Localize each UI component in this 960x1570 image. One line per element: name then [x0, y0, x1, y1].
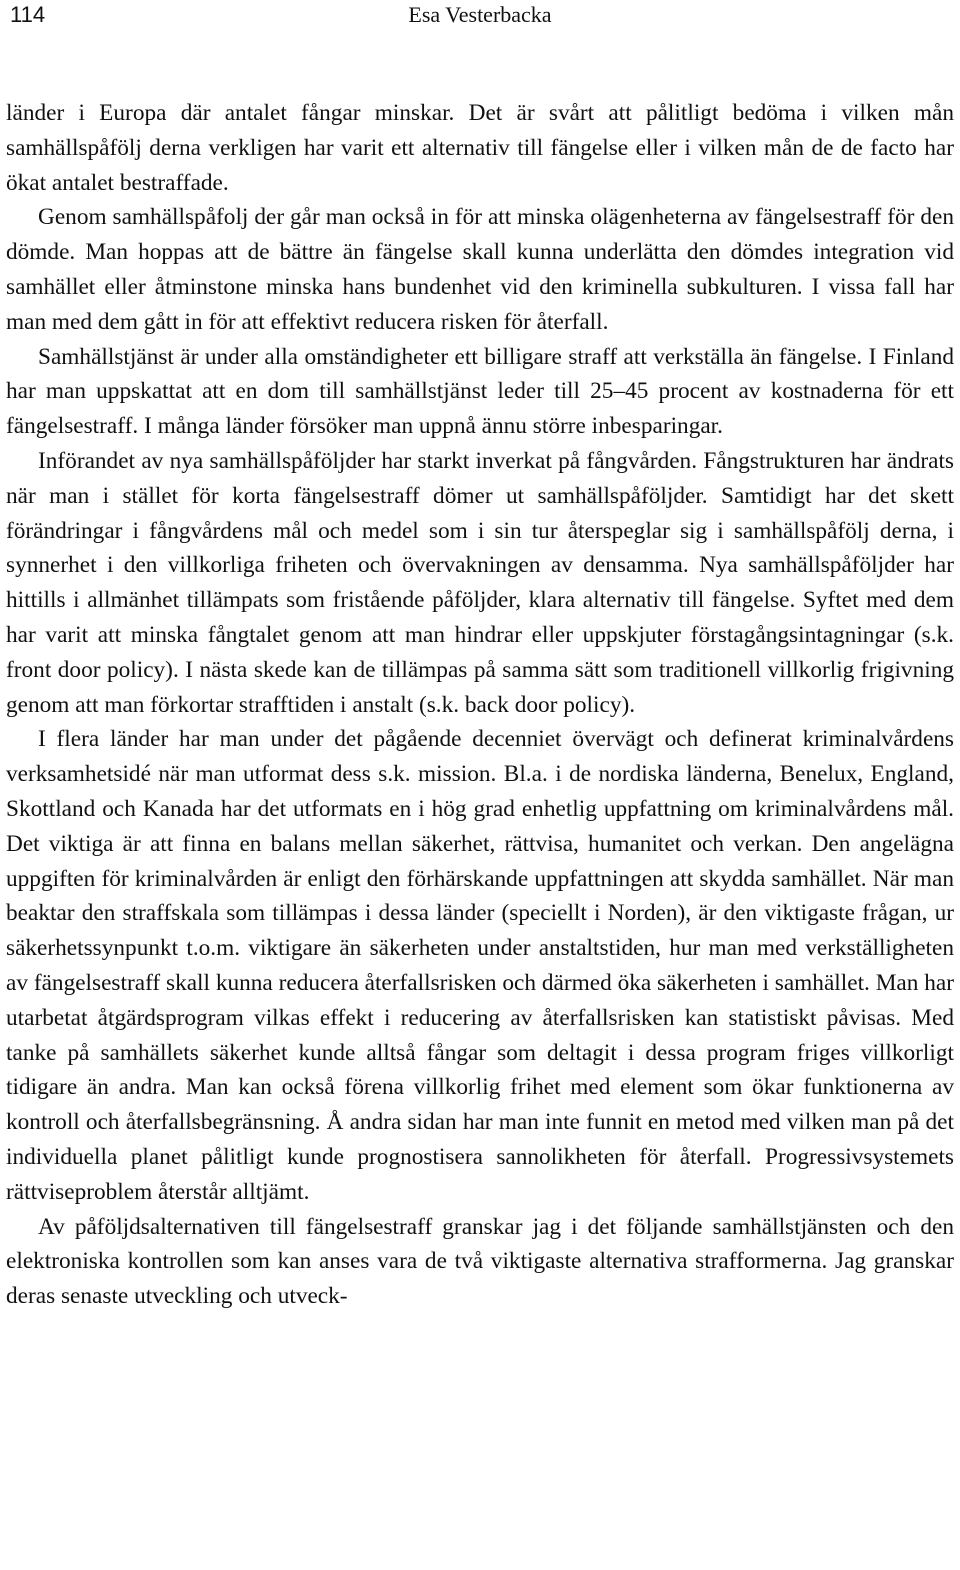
paragraph-6: Av påföljdsalternativen till fängelsestraff granskar jag i det följande samhällstjänsten och den elektroniska kontrollen som kan anses vara de två viktigaste alternativa strafformerna. Jag granskar deras senaste utveckling och utveck-	[6, 1213, 954, 1310]
body-text	[6, 96, 954, 1314]
page-number: 114	[10, 2, 46, 27]
paragraph-2: Genom samhällspåfolj der går man också in för att minska olägenheterna av fängelsestraff för den dömde. Man hoppas att de bättre än fängelse skall kunna underlätta den dömdes integration vid samhället eller åtminstone minska hans bundenhet vid den kriminella subkulturen. I vissa fall har man med dem gått in för att effektivt reducera risken för återfall.	[6, 204, 954, 335]
paragraph-5: I flera länder har man under det pågående decenniet övervägt och definerat kriminalvårdens verksamhetsidé när man utformat dess s.k. mission. Bl.a. i de nordiska länderna, Benelux, England, Skottland och Kanada har det utformats en i hög grad enhetlig uppfattning om kriminalvårdens mål. Det viktiga är att finna en balans mellan säkerhet, rättvisa, humanitet och verkan. Den angelägna uppgiften för kriminalvården är enligt den förhärskande uppfattningen att skydda samhället. När man beaktar den straffskala som tillämpas i dessa länder (speciellt i Norden), är den viktigaste frågan, ur säkerhetssynpunkt t.o.m. viktigare än säkerheten under anstaltstiden, hur man med verkställigheten av fängelsestraff skall kunna reducera återfallsrisken och därmed öka säkerheten i samhället. Man har utarbetat åtgärdsprogram vilkas effekt i reducering av återfallsrisken kan statistiskt påvisas. Med tanke på samhällets säkerhet kunde alltså fångar som deltagit i dessa program friges villkorligt tidigare än andra. Man kan också förena villkorlig frihet med element som ökar funktionerna av kontroll och återfallsbegränsning. Å andra sidan har man inte funnit en metod med vilken man på det individuella planet pålitligt kunde prognostisera sannolikheten för återfall. Progressivsystemets rättviseproblem återstår alltjämt.	[6, 726, 954, 1205]
paragraph-4: Införandet av nya samhällspåföljder har starkt inverkat på fångvården. Fångstrukturen har ändrats när man i stället för korta fängelsestraff dömer ut samhällspåföljder. Samtidigt har det skett förändringar i fångvårdens mål och medel som i sin tur återspeglar sig i samhällspåfölj derna, i synnerhet i den villkorliga friheten och övervakningen av densamma. Nya samhällspåföljder har hittills i allmänhet tillämpats som fristående påföljder, klara alternativ till fängelse. Syftet med dem har varit att minska fångtalet genom att man hindrar eller uppskjuter förstagångsintagningar (s.k. front door policy). I nästa skede kan de tillämpas på samma sätt som traditionell villkorlig frigivning genom att man förkortar strafftiden i anstalt (s.k. back door policy).	[6, 447, 954, 718]
paragraph-1: länder i Europa där antalet fångar minskar. Det är svårt att pålitligt bedöma i vilken mån samhällspåfölj derna verkligen har varit ett alternativ till fängelse eller i vilken mån de de facto har ökat antalet bestraffade.	[6, 100, 954, 196]
running-header	[10, 0, 950, 30]
running-author: Esa Vesterbacka	[408, 2, 552, 27]
paragraph-3: Samhällstjänst är under alla omständigheter ett billigare straff att verkställa än fängelse. I Finland har man uppskattat att en dom till samhällstjänst leder till 25–45 procent av kostnaderna för ett fängelsestraff. I många länder försöker man uppnå ännu större inbesparingar.	[6, 343, 954, 440]
